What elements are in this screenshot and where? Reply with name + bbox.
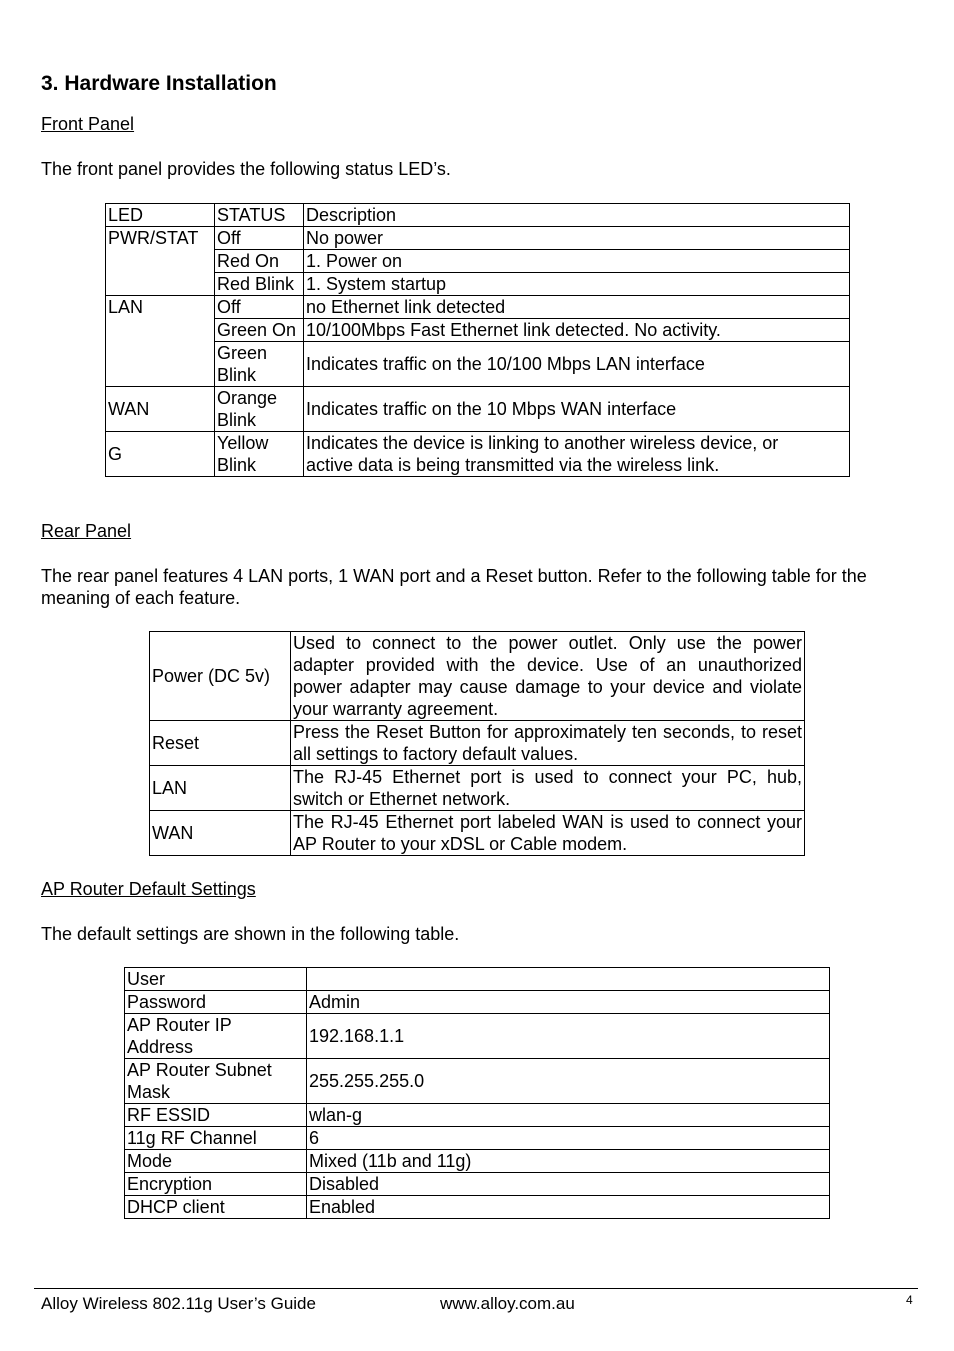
- led-name: G: [106, 432, 215, 477]
- setting-name: RF ESSID: [125, 1104, 307, 1127]
- led-description: Indicates traffic on the 10/100 Mbps LAN interface: [304, 342, 850, 387]
- led-description: Indicates the device is linking to another wireless device, or active data is being transmitted via the wireless link.: [304, 432, 850, 477]
- led-description: 1. Power on: [304, 250, 850, 273]
- header-status: STATUS: [215, 204, 304, 227]
- table-row: [106, 342, 850, 387]
- setting-value: 255.255.255.0: [307, 1059, 830, 1104]
- table-row: [106, 227, 850, 250]
- table-row: [106, 319, 850, 342]
- led-description: Indicates traffic on the 10 Mbps WAN interface: [304, 387, 850, 432]
- front-panel-intro: The front panel provides the following status LED’s.: [41, 159, 451, 179]
- led-status: Red Blink: [215, 273, 304, 296]
- feature-description: Used to connect to the power outlet. Only use the power adapter provided with the device. Use of an unauthorized power adapter may cause damage to your device and violate your warranty agreement.: [291, 632, 805, 721]
- feature-description: Press the Reset Button for approximately ten seconds, to reset all settings to factory default values.: [291, 721, 805, 766]
- feature-name: WAN: [150, 811, 291, 856]
- footer-guide-title: Alloy Wireless 802.11g User’s Guide: [41, 1294, 316, 1313]
- led-description: 1. System startup: [304, 273, 850, 296]
- table-row: [125, 1014, 830, 1059]
- table-row: [150, 766, 805, 811]
- led-description: no Ethernet link detected: [304, 296, 850, 319]
- page-number: 4: [906, 1293, 913, 1307]
- table-row: [125, 1173, 830, 1196]
- table-row: [106, 204, 850, 227]
- led-status-table: [105, 203, 850, 477]
- led-status: Green On: [215, 319, 304, 342]
- setting-value: 192.168.1.1: [307, 1014, 830, 1059]
- table-row: [106, 273, 850, 296]
- table-row: [125, 1059, 830, 1104]
- rear-panel-heading: Rear Panel: [41, 521, 132, 541]
- setting-value: wlan-g: [307, 1104, 830, 1127]
- feature-name: Reset: [150, 721, 291, 766]
- default-settings-intro: The default settings are shown in the following table.: [41, 924, 460, 944]
- rear-panel-intro: The rear panel features 4 LAN ports, 1 WAN port and a Reset button. Refer to the following table for the meaning of each feature.: [41, 566, 867, 608]
- led-name: LAN: [106, 296, 215, 387]
- setting-value: Admin: [307, 991, 830, 1014]
- setting-name: AP Router Subnet Mask: [125, 1059, 307, 1104]
- table-row: [125, 991, 830, 1014]
- default-settings-heading: AP Router Default Settings: [41, 879, 256, 899]
- led-description: 10/100Mbps Fast Ethernet link detected. No activity.: [304, 319, 850, 342]
- setting-value: Enabled: [307, 1196, 830, 1219]
- setting-name: Password: [125, 991, 307, 1014]
- setting-name: User: [125, 968, 307, 991]
- page-title: 3. Hardware Installation: [41, 72, 277, 95]
- footer-divider: [34, 1288, 918, 1289]
- setting-name: Mode: [125, 1150, 307, 1173]
- led-name: PWR/STAT: [106, 227, 215, 296]
- table-row: [125, 1196, 830, 1219]
- table-row: [106, 432, 850, 477]
- table-row: [106, 387, 850, 432]
- led-status: Off: [215, 227, 304, 250]
- feature-name: LAN: [150, 766, 291, 811]
- footer-url: www.alloy.com.au: [440, 1294, 575, 1313]
- table-row: [150, 721, 805, 766]
- led-status: Orange Blink: [215, 387, 304, 432]
- setting-name: Encryption: [125, 1173, 307, 1196]
- table-row: [150, 811, 805, 856]
- table-row: [150, 632, 805, 721]
- feature-name: Power (DC 5v): [150, 632, 291, 721]
- led-description: No power: [304, 227, 850, 250]
- led-status: Green Blink: [215, 342, 304, 387]
- table-row: [125, 1150, 830, 1173]
- table-row: [106, 250, 850, 273]
- setting-name: AP Router IP Address: [125, 1014, 307, 1059]
- table-row: [125, 1127, 830, 1150]
- feature-description: The RJ-45 Ethernet port is used to connect your PC, hub, switch or Ethernet network.: [291, 766, 805, 811]
- setting-value: 6: [307, 1127, 830, 1150]
- led-status: Off: [215, 296, 304, 319]
- rear-panel-table: [149, 631, 805, 856]
- front-panel-heading: Front Panel: [41, 114, 135, 134]
- led-name: WAN: [106, 387, 215, 432]
- table-row: [106, 296, 850, 319]
- table-row: [125, 968, 830, 991]
- table-row: [125, 1104, 830, 1127]
- default-settings-table: [124, 967, 830, 1219]
- setting-name: DHCP client: [125, 1196, 307, 1219]
- led-status: Red On: [215, 250, 304, 273]
- led-status: Yellow Blink: [215, 432, 304, 477]
- feature-description: The RJ-45 Ethernet port labeled WAN is used to connect your AP Router to your xDSL or Cable modem.: [291, 811, 805, 856]
- setting-name: 11g RF Channel: [125, 1127, 307, 1150]
- setting-value: [307, 968, 830, 991]
- setting-value: Disabled: [307, 1173, 830, 1196]
- header-description: Description: [304, 204, 850, 227]
- header-led: LED: [106, 204, 215, 227]
- setting-value: Mixed (11b and 11g): [307, 1150, 830, 1173]
